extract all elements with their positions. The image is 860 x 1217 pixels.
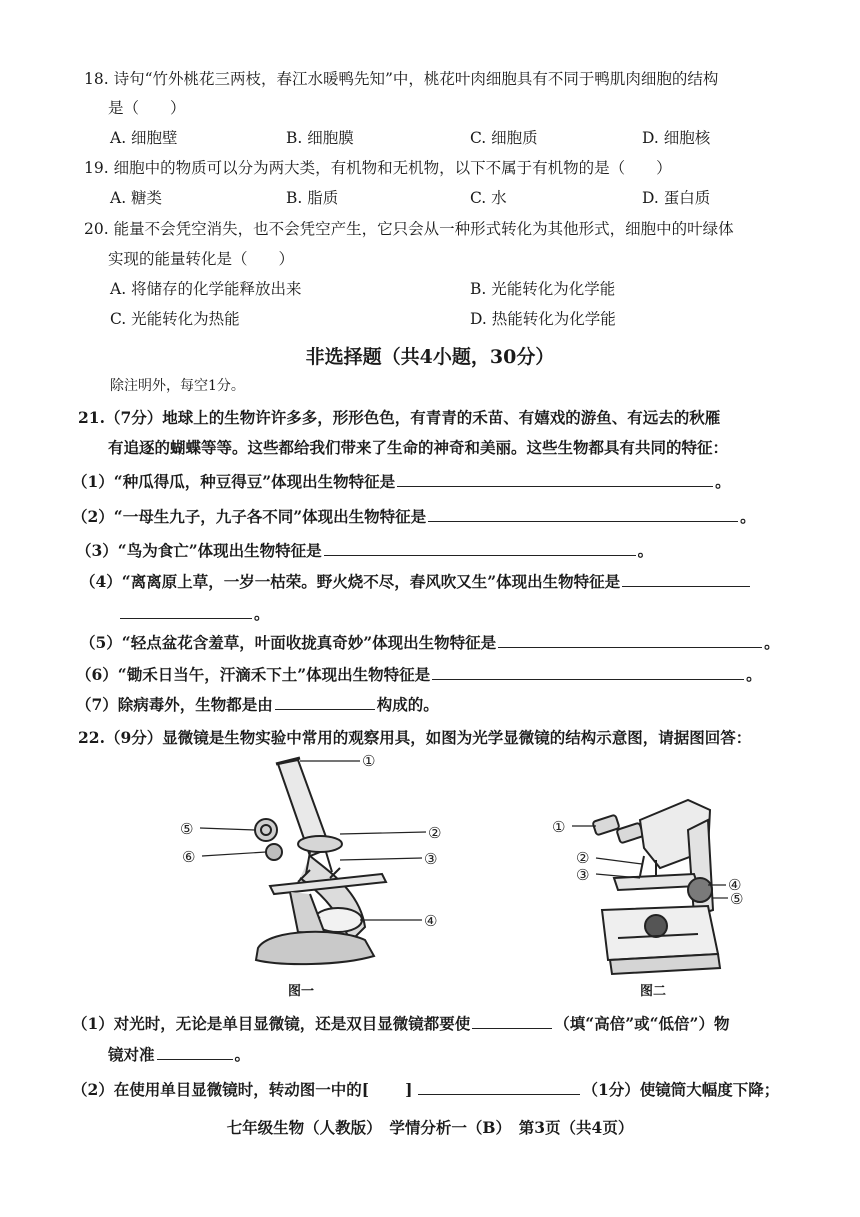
page-footer: 七年级生物（人教版） 学情分析一（B） 第3页（共4页） [226, 1118, 634, 1137]
q21-sub2 [72, 505, 756, 528]
q22-sub2-text-c: （1分）使镜筒大幅度下降； [582, 1080, 780, 1099]
q21-stem: 21.（7分）地球上的生物许许多多，形形色色，有青青的禾苗、有嬉戏的游鱼、有远去的秋雁 [78, 408, 721, 427]
fig1-label-5: ⑤ [180, 820, 194, 838]
fig1-label-3: ③ [424, 850, 438, 868]
q18-option-a: A. 细胞壁 [110, 129, 178, 147]
q19-option-d: D. 蛋白质 [642, 189, 711, 207]
q21-sub2-text: （2）“一母生九子，九子各不同”体现出生物特征是 [72, 507, 427, 526]
period: 。 [637, 541, 654, 560]
q19-option-c: C. 水 [470, 189, 507, 207]
q22-blank-2[interactable] [418, 1078, 580, 1095]
q21-sub4 [80, 570, 752, 593]
figure-1-caption: 图一 [288, 984, 315, 999]
q22-blank-1b[interactable] [157, 1043, 233, 1060]
fig1-label-2: ② [428, 824, 442, 842]
q20-option-c: C. 光能转化为热能 [110, 310, 240, 328]
period: 。 [746, 665, 762, 684]
period: 。 [715, 472, 731, 491]
q21-blank-1[interactable] [397, 470, 713, 487]
period: 。 [764, 633, 780, 652]
q20-option-a: A. 将储存的化学能释放出来 [110, 280, 302, 298]
q22-sub1-text-b: （填“高倍”或“低倍”）物 [554, 1014, 730, 1033]
q21-sub6 [76, 663, 762, 686]
q21-sub4-text: （4）“离离原上草，一岁一枯荣。野火烧不尽，春风吹又生”体现出生物特征是 [80, 572, 621, 591]
period: 。 [254, 604, 270, 623]
q21-blank-6[interactable] [432, 663, 744, 680]
q22-stem: 22.（9分）显微镜是生物实验中常用的观察用具，如图为光学显微镜的结构示意图，请据图回答： [78, 728, 752, 747]
q19-option-a: A. 糖类 [110, 189, 163, 207]
q21-blank-4a[interactable] [622, 570, 750, 587]
q18-option-b: B. 细胞膜 [286, 129, 354, 147]
q22-sub1-cont [108, 1043, 250, 1066]
q22-sub1 [72, 1012, 729, 1035]
period: 。 [234, 1045, 251, 1064]
figure-2-binocular-microscope [548, 790, 758, 978]
q19-option-b: B. 脂质 [286, 189, 339, 207]
fig1-label-1: ① [362, 752, 376, 770]
q21-blank-5[interactable] [498, 631, 762, 648]
figure-1-monocular-microscope [160, 752, 460, 984]
q21-sub1 [72, 470, 731, 493]
q21-blank-7[interactable] [275, 693, 375, 710]
figure-2-caption: 图二 [640, 984, 667, 999]
fig2-label-5: ⑤ [730, 890, 744, 908]
q18-stem: 18. 诗句“竹外桃花三两枝，春江水暖鸭先知”中，桃花叶肉细胞具有不同于鸭肌肉细胞的结构 [84, 70, 719, 88]
q20-stem-cont: 实现的能量转化是（ ） [108, 250, 295, 268]
q21-sub3-text: （3）“鸟为食亡”体现出生物特征是 [76, 541, 322, 560]
fig2-label-4: ④ [728, 876, 742, 894]
q22-blank-1a[interactable] [472, 1012, 552, 1029]
q22-sub1-text-a: （1）对光时，无论是单目显微镜，还是双目显微镜都要使 [72, 1014, 471, 1033]
q21-sub7 [76, 693, 439, 716]
q21-blank-2[interactable] [428, 505, 738, 522]
q21-sub5-text: （5）“轻点盆花含羞草，叶面收拢真奇妙”体现出生物特征是 [80, 633, 497, 652]
fig2-label-1: ① [552, 818, 566, 836]
q21-sub7-text-a: （7）除病毒外，生物都是由 [76, 695, 273, 714]
q22-sub2 [72, 1078, 779, 1101]
q22-sub2-text-a: （2）在使用单目显微镜时，转动图一中的[ [72, 1080, 370, 1099]
q18-option-c: C. 细胞质 [470, 129, 538, 147]
q21-sub6-text: （6）“锄禾日当午，汗滴禾下土”体现出生物特征是 [76, 665, 431, 684]
q21-sub4-cont [118, 602, 270, 625]
fig2-label-3: ③ [576, 866, 590, 884]
q22-sub2-text-b: ] [405, 1080, 413, 1099]
period: 。 [740, 507, 756, 526]
q21-sub3 [76, 539, 653, 562]
q20-option-b: B. 光能转化为化学能 [470, 280, 616, 298]
q19-stem: 19. 细胞中的物质可以分为两大类，有机物和无机物，以下不属于有机物的是（ ） [84, 159, 672, 177]
q20-stem: 20. 能量不会凭空消失，也不会凭空产生，它只会从一种形式转化为其他形式，细胞中的叶绿体 [84, 220, 734, 238]
section-title: 非选择题（共4小题，30分） [305, 346, 555, 368]
q21-sub5 [80, 631, 780, 654]
fig2-label-2: ② [576, 849, 590, 867]
q22-sub1-text-c: 镜对准 [108, 1045, 155, 1064]
section-note: 除注明外，每空1分。 [110, 378, 245, 394]
q21-sub7-text-b: 构成的。 [376, 695, 439, 714]
q21-blank-4b[interactable] [120, 602, 252, 619]
q21-blank-3[interactable] [324, 539, 636, 556]
fig1-label-4: ④ [424, 912, 438, 930]
q21-sub1-text: （1）“种瓜得瓜，种豆得豆”体现出生物特征是 [72, 472, 396, 491]
q20-option-d: D. 热能转化为化学能 [470, 310, 616, 328]
q18-option-d: D. 细胞核 [642, 129, 711, 147]
fig1-label-6: ⑥ [182, 848, 196, 866]
q18-stem-cont: 是（ ） [108, 99, 186, 117]
q21-stem-cont: 有追逐的蝴蝶等等。这些都给我们带来了生命的神奇和美丽。这些生物都具有共同的特征： [108, 438, 729, 457]
